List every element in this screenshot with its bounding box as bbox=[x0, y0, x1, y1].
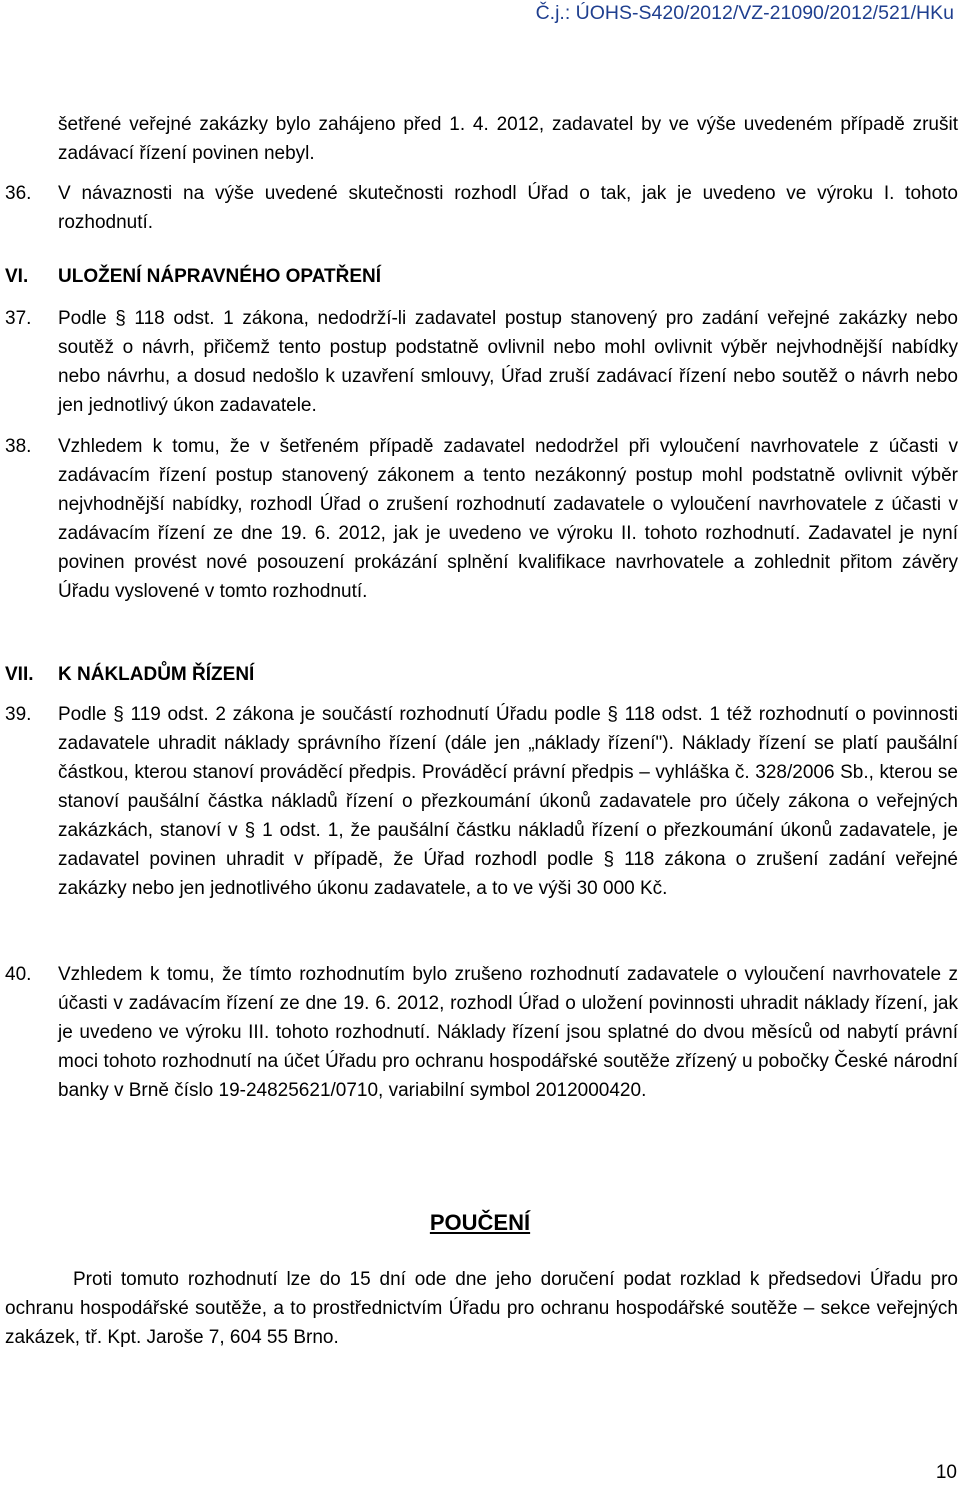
pouceni-heading: POUČENÍ bbox=[429, 1210, 531, 1235]
page-number: 10 bbox=[935, 1462, 957, 1483]
paragraph-39: Podle § 119 odst. 2 zákona je součástí rozhodnutí Úřadu podle § 118 odst. 1 též rozhodnutí o povinnosti zadavatele uhradit náklady správního řízení (dále jen „náklady řízení"). Náklady řízení se platí paušální částkou, kterou stanoví prováděcí předpis. Prováděcí právní předpis – vyhláška č. 328/2006 Sb., kterou se stanoví paušální částka nákladů řízení o přezkoumání úkonů zadavatele pro účely zákona o veřejných zakázkách, stanoví v § 1 odst. 1, že paušální částku nákladů řízení o přezkoumání úkonů zadavatele, je zadavatel povinen uhradit v případě, že Úřad rozhodl podle § 118 zákona o zrušení zadání veřejné zakázky nebo jen jednotlivého úkonu zadavatele, a to ve výši 30 000 Kč. bbox=[58, 704, 958, 899]
paragraph-number-38: 38. bbox=[5, 436, 32, 457]
section-number-vi: VI. bbox=[5, 266, 29, 287]
paragraph-number-40: 40. bbox=[5, 964, 32, 985]
paragraph-number-36: 36. bbox=[5, 183, 32, 204]
paragraph-38: Vzhledem k tomu, že v šetřeném případě zadavatel nedodržel při vyloučení navrhovatele z účasti v zadávacím řízení postup stanovený zákonem a tento nezákonný postup mohl podstatně ovlivnit výběr nejvhodnější nabídky, rozhodl Úřad o zrušení rozhodnutí zadavatele o vyloučení navrhovatele z účasti v zadávacím řízení ze dne 19. 6. 2012, jak je uvedeno ve výroku II. tohoto rozhodnutí. Zadavatel je nyní povinen provést nové posouzení prokázání splnění kvalifikace navrhovatele a zohlednit přitom závěry Úřadu vyslovené v tomto rozhodnutí. bbox=[58, 436, 958, 602]
paragraph-36: V návaznosti na výše uvedené skutečnosti rozhodl Úřad o tak, jak je uvedeno ve výroku I. tohoto rozhodnutí. bbox=[58, 183, 958, 233]
paragraph-37: Podle § 118 odst. 1 zákona, nedodrží-li zadavatel postup stanovený pro zadání veřejné zakázky nebo soutěž o návrh, přičemž tento postup podstatně ovlivnil nebo mohl ovlivnit výběr nejvhodnější nabídky nebo návrhu, a dosud nedošlo k uzavření smlouvy, Úřad zruší zadávací řízení nebo soutěž o návrh nebo jen jednotlivý úkon zadavatele. bbox=[58, 308, 958, 416]
paragraph-number-39: 39. bbox=[5, 704, 32, 725]
section-number-vii: VII. bbox=[5, 664, 34, 685]
document-reference-header: Č.j.: ÚOHS-S420/2012/VZ-21090/2012/521/HKu bbox=[535, 2, 954, 24]
pouceni-paragraph: Proti tomuto rozhodnutí lze do 15 dní ode dne jeho doručení podat rozklad k předsedovi Úřadu pro ochranu hospodářské soutěže, a to prostřednictvím Úřadu pro ochranu hospodářské soutěže – sekce veřejných zakázek, tř. Kpt. Jaroše 7, 604 55 Brno. bbox=[5, 1269, 958, 1348]
continuation-paragraph: šetřené veřejné zakázky bylo zahájeno před 1. 4. 2012, zadavatel by ve výše uvedeném případě zrušit zadávací řízení povinen nebyl. bbox=[58, 114, 958, 164]
section-title-vi: ULOŽENÍ NÁPRAVNÉHO OPATŘENÍ bbox=[58, 266, 382, 287]
paragraph-number-37: 37. bbox=[5, 308, 32, 329]
paragraph-40: Vzhledem k tomu, že tímto rozhodnutím bylo zrušeno rozhodnutí zadavatele o vyloučení navrhovatele z účasti v zadávacím řízení ze dne 19. 6. 2012, rozhodl Úřad o uložení povinnosti uhradit náklady řízení, jak je uvedeno ve výroku III. tohoto rozhodnutí. Náklady řízení jsou splatné do dvou měsíců od nabytí právní moci tohoto rozhodnutí na účet Úřadu pro ochranu hospodářské soutěže zřízený u pobočky České národní banky v Brně číslo 19-24825621/0710, variabilní symbol 2012000420. bbox=[58, 964, 958, 1101]
section-title-vii: K NÁKLADŮM ŘÍZENÍ bbox=[58, 664, 255, 685]
